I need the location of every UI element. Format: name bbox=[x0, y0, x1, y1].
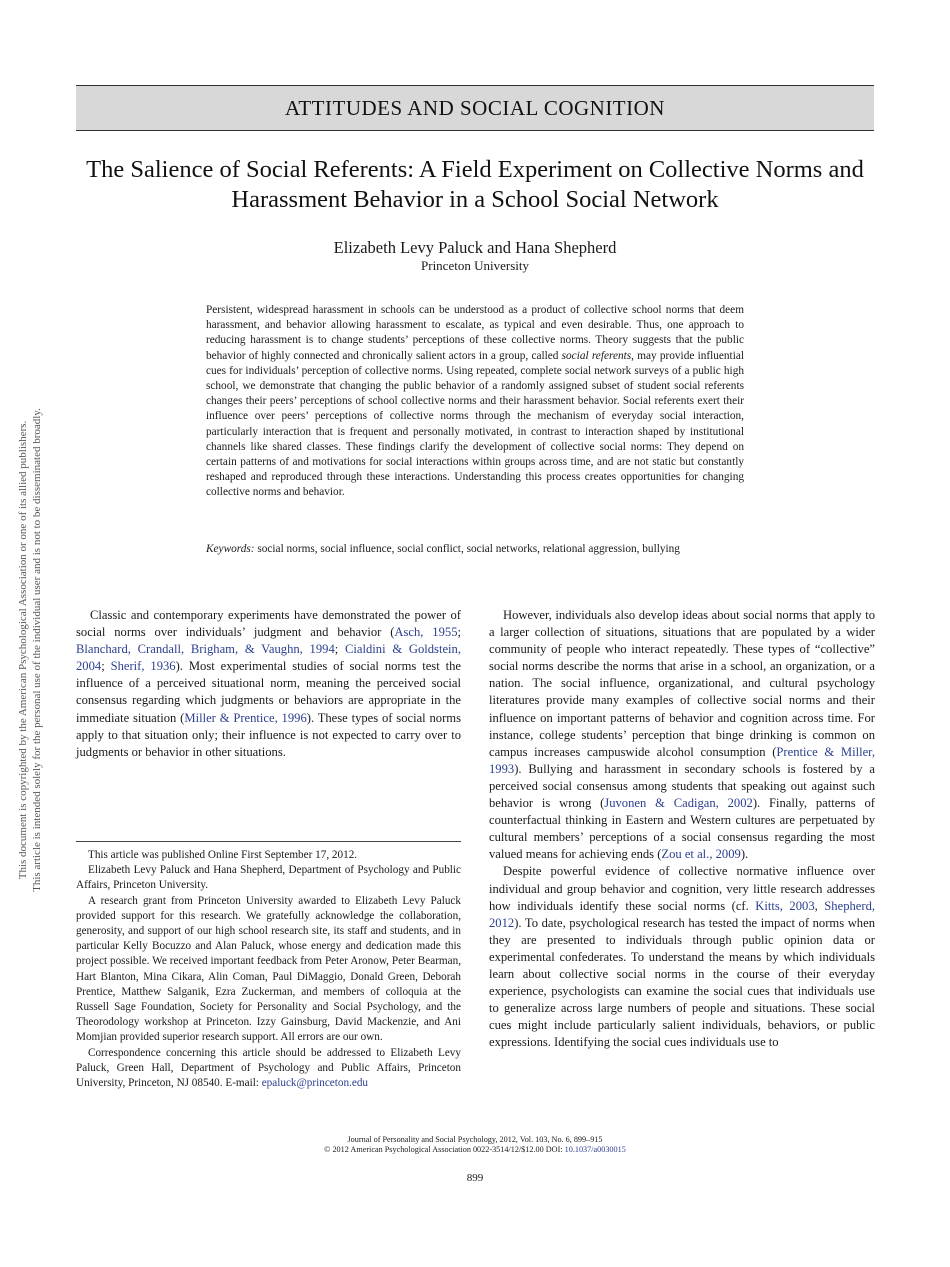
footnote-affiliation: Elizabeth Levy Paluck and Hana Shepherd, Department of Psychology and Public Affairs, Princeton University. bbox=[76, 864, 461, 892]
page-number: 899 bbox=[466, 1172, 484, 1184]
body-paragraph bbox=[76, 607, 461, 761]
citation-link[interactable]: Zou et al., 2009 bbox=[661, 847, 741, 862]
footnote-acknowledgments: A research grant from Princeton University awarded to Elizabeth Levy Paluck provided support for this research. We gratefully acknowledge the collaboration, generosity, and support of our high school research site, its staff and students, and in particular Kelly Bocuzzo and Alan Paluck, whose energy and dedication made this project possible. We received important feedback from Peter Aronow, Peter Bearman, Hart Blanton, Mina Cikara, Alin Coman, Paul DiMaggio, Donald Green, Deborah Prentice, Matthew Salganik, Ezra Zuckerman, and members of colloquia at the Russell Sage Foundation, Society for Personality and Social Psychology, and the Theorodology workshop at Princeton. Izzy Gainsburg, David Mackenzie, and Ani Momjian provided superior research support. All errors are our own. bbox=[76, 894, 461, 1044]
abstract bbox=[206, 303, 744, 501]
footnote-publication-date: This article was published Online First September 17, 2012. bbox=[88, 849, 358, 861]
journal-copyright bbox=[76, 1145, 874, 1155]
footnote-correspondence bbox=[76, 1046, 461, 1092]
citation-link[interactable]: Shepherd, 2012 bbox=[489, 898, 876, 930]
citation-link[interactable]: Miller & Prentice, 1996 bbox=[184, 710, 307, 725]
abstract-text-1: Persistent, widespread harassment in schools can be understood as a product of collective school norms that deem harassment, and behavior allowing harassment to escalate, as typical and even desirable. Thus, one approach to reducing harassment is to change students’ perceptions of these collective norms. Theory suggests that the public behavior of highly connected and chronically salient actors in a group, called bbox=[206, 304, 744, 362]
keywords-label: Keywords: bbox=[206, 543, 255, 555]
affiliation: Princeton University bbox=[421, 258, 529, 273]
body-text: However, individuals also develop ideas about social norms that apply to a larger collection of situations, situations that are populated by a wider community of people who interact repeatedly. These types of “collective” social norms describe the norms that arise in a school, an organization, or a nation. The social influence, organizational, and cultural psychology literatures provide many examples of collective social norms and their influence on important patterns of behavior and cognition across time. For instance, college students’ perception that binge drinking is common on campus increases campuswide alcohol consumption ( bbox=[489, 608, 875, 759]
body-text: ). bbox=[740, 847, 749, 862]
body-column-left bbox=[76, 607, 461, 761]
copyright-notice-line-1: This document is copyrighted by the American Psychological Association or one of its allied publishers. bbox=[17, 420, 29, 880]
copyright-text: © 2012 American Psychological Association 0022-3514/12/$12.00 DOI: bbox=[324, 1144, 565, 1154]
journal-citation: Journal of Personality and Social Psychology, 2012, Vol. 103, No. 6, 899–915 bbox=[347, 1135, 603, 1144]
citation-link[interactable]: Asch, 1955 bbox=[394, 625, 458, 640]
body-column-right bbox=[489, 607, 875, 1051]
citation-link[interactable]: Cialdini & Goldstein, 2004 bbox=[76, 642, 461, 674]
body-text: ; bbox=[334, 642, 345, 657]
body-text: ). These types of social norms apply to that situation only; their influence is not expected to carry over to judgments or behavior in other situations. bbox=[76, 710, 461, 759]
keywords-list: social norms, social influence, social conflict, social networks, relational aggression, bullying bbox=[254, 543, 680, 555]
body-text: ). To date, psychological research has tested the impact of norms when they are presented to individuals through public opinion data or experimental confederates. To understand the means by which individuals learn about collective social norms in the course of their everyday experience, psychologists can examine the social cues that individuals use to generalize across large numbers of people and situations. These social cues might include particularly salient individuals, behaviors, or public expressions. Identifying the social cues individuals use to bbox=[489, 915, 875, 1050]
body-text: ; bbox=[101, 659, 111, 674]
body-text: , bbox=[814, 898, 825, 913]
doi-link[interactable]: 10.1037/a0030015 bbox=[564, 1144, 626, 1154]
body-paragraph bbox=[489, 863, 875, 1051]
footnote-text: Correspondence concerning this article should be addressed to Elizabeth Levy Paluck, Green Hall, Department of Psychology and Public Affairs, Princeton University, Princeton, NJ 08540. E-mail: bbox=[76, 1046, 461, 1090]
abstract-italic-term: social referents bbox=[561, 349, 632, 362]
citation-link[interactable]: Blanchard, Crandall, Brigham, & Vaughn, 1994 bbox=[76, 642, 335, 657]
authors: Elizabeth Levy Paluck and Hana Shepherd bbox=[333, 238, 617, 257]
body-text: ). Most experimental studies of social norms test the influence of a perceived situational norm, meaning the perceived social consensus regarding which judgments or behaviors are appropriate in the immediate situation ( bbox=[76, 659, 461, 725]
citation-link[interactable]: Kitts, 2003 bbox=[755, 898, 815, 913]
body-text: Despite powerful evidence of collective normative influence over individual and group behavior and cognition, very little research addresses how individuals identify these social norms (cf. bbox=[489, 864, 875, 913]
journal-footer bbox=[76, 1135, 874, 1154]
body-text: ). Bullying and harassment in secondary schools is fostered by a perceived social consensus among students that speaking out against such behavior is wrong ( bbox=[489, 761, 875, 811]
body-text: ; bbox=[457, 625, 461, 640]
email-link[interactable]: epaluck@princeton.edu bbox=[261, 1077, 369, 1090]
body-paragraph bbox=[489, 607, 875, 863]
body-text: Classic and contemporary experiments have demonstrated the power of social norms over individuals’ judgment and behavior ( bbox=[76, 608, 461, 640]
section-header: ATTITUDES AND SOCIAL COGNITION bbox=[76, 85, 874, 131]
keywords bbox=[206, 542, 751, 557]
citation-link[interactable]: Juvonen & Cadigan, 2002 bbox=[604, 796, 753, 811]
footnote-divider bbox=[76, 841, 461, 842]
footnotes bbox=[76, 848, 461, 1091]
body-text: ). Finally, patterns of counterfactual thinking in Eastern and Western cultures are perpetuated by cultural members’ perceptions of a social consensus regarding the most valued means for achieving ends ( bbox=[489, 796, 875, 862]
citation-link[interactable]: Sherif, 1936 bbox=[110, 659, 176, 674]
article-title: The Salience of Social Referents: A Field Experiment on Collective Norms and Harassment Behavior in a School Social Network bbox=[86, 156, 864, 213]
copyright-notice-line-2: This article is intended solely for the personal use of the individual user and is not to be disseminated broadly. bbox=[31, 408, 43, 892]
citation-link[interactable]: Prentice & Miller, 1993 bbox=[489, 744, 876, 776]
abstract-text-2: , may provide influential cues for individuals’ perception of collective norms. Using repeated, complete social network surveys of a public high school, we demonstrate that changing the public behavior of a randomly assigned subset of student social referents changes their peers’ perceptions of school collective norms and their harassment behavior. Social referents exert their influence over peers’ perceptions of collective norms through the mechanism of everyday social interaction, particularly interaction that is frequent and personally motivated, in contrast to interaction shaped by institutional channels like shared classes. These findings clarify the development of collective social norms: They depend on certain patterns of and motivations for social interactions within groups across time, and are not static but constantly reshaped and reproduced through these interactions. Understanding this process creates opportunities for changing collective norms and behavior. bbox=[206, 349, 744, 499]
